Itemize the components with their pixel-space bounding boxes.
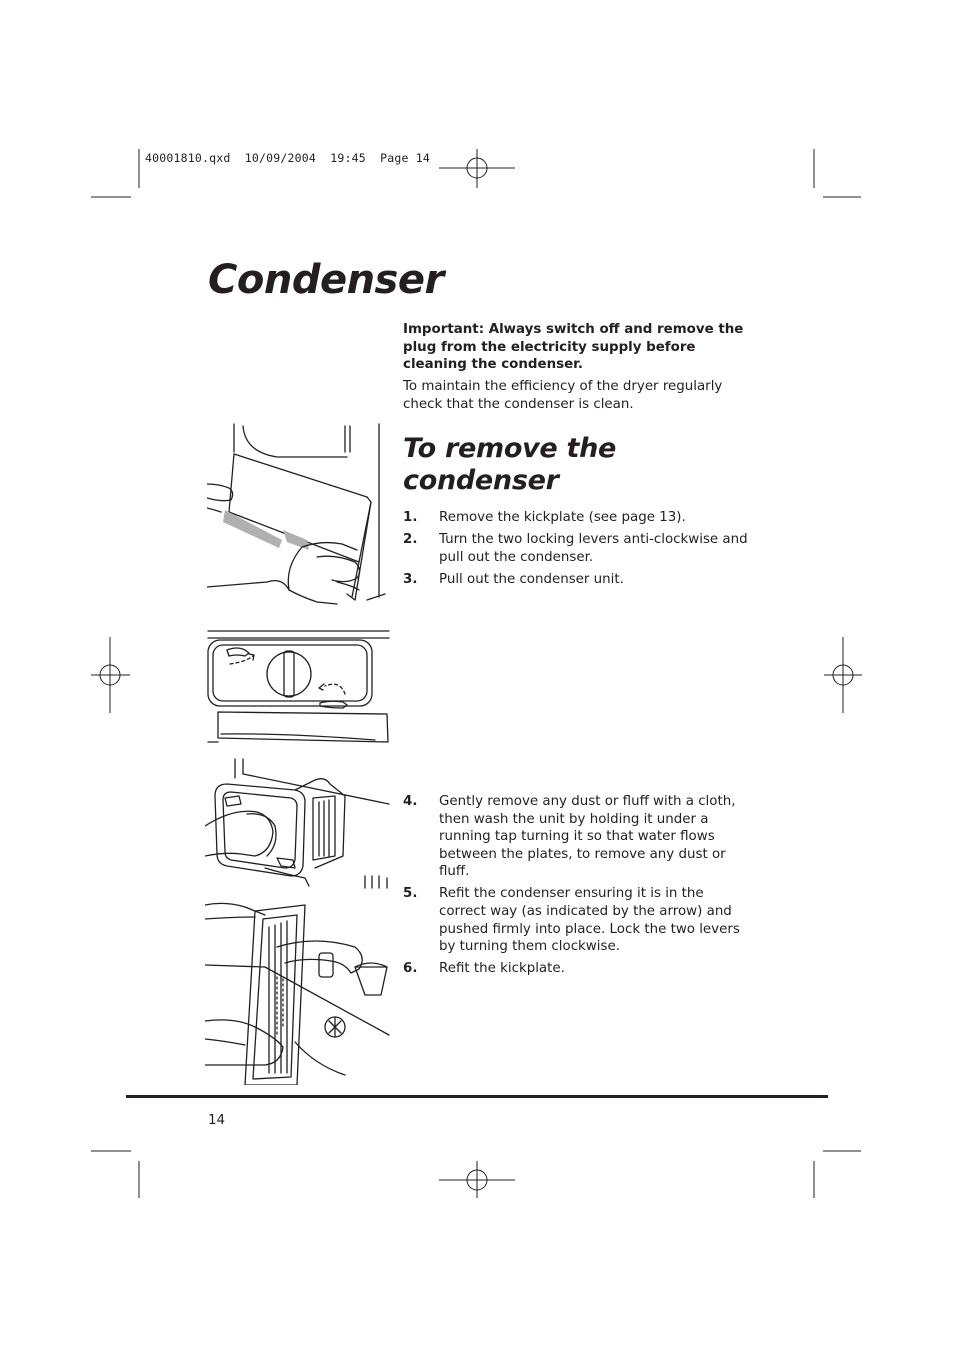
step-item — [403, 885, 749, 955]
condenser-tap-wash-illustration — [205, 897, 390, 1085]
page-number: 14 — [208, 1113, 226, 1128]
removal-steps-list — [403, 509, 749, 593]
section-heading: To remove the condenser — [403, 433, 617, 496]
step-number: 5. — [403, 886, 418, 902]
step-number: 3. — [403, 571, 418, 587]
step-item — [403, 571, 749, 589]
intro-paragraph: To maintain the efficiency of the dryer regularly check that the condenser is clean. — [403, 379, 723, 412]
step-text: Remove the kickplate (see page 13). — [439, 510, 686, 525]
step-number: 4. — [403, 794, 418, 809]
print-slug-line: 40001810.qxd 10/09/2004 19:45 Page 14 — [145, 151, 430, 165]
footer-rule — [126, 1095, 828, 1098]
step-item — [403, 509, 749, 527]
step-text: Turn the two locking levers anti-clockwise and pull out the condenser. — [439, 532, 748, 565]
page-title: Condenser — [208, 257, 444, 303]
locking-levers-illustration — [205, 628, 390, 746]
step-number: 1. — [403, 510, 418, 525]
step-item — [403, 960, 749, 978]
step-text: Pull out the condenser unit. — [439, 571, 624, 587]
step-text: Refit the condenser ensuring it is in the correct way (as indicated by the arrow) and pushed firmly into place. Lock the two levers by turning them clockwise. — [439, 886, 740, 955]
step-text: Gently remove any dust or fluff with a cloth, then wash the unit by holding it under a running tap turning it so that water flows between the plates, to remove any dust or fluff. — [439, 794, 736, 880]
step-number: 6. — [403, 961, 418, 977]
safety-warning: Important: Always switch off and remove the plug from the electricity supply before cleaning the condenser. — [403, 322, 744, 373]
cleaning-steps-list — [403, 793, 749, 982]
step-item — [403, 531, 749, 566]
kickplate-removal-illustration — [207, 422, 387, 607]
step-number: 2. — [403, 532, 418, 548]
step-item — [403, 793, 749, 881]
condenser-wipe-illustration — [205, 756, 390, 889]
step-text: Refit the kickplate. — [439, 961, 565, 977]
